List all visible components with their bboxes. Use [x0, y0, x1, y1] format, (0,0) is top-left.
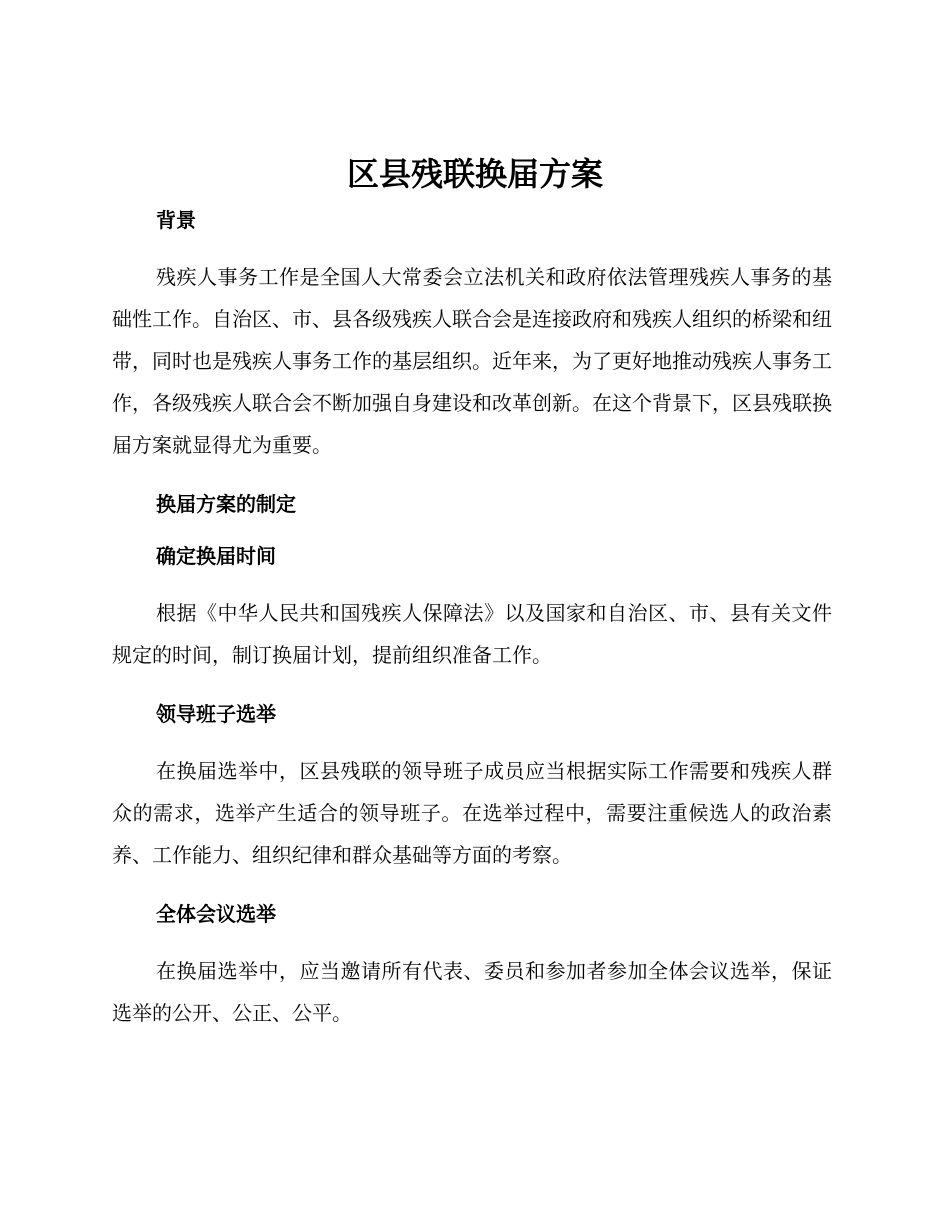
section-plenary-election — [112, 898, 832, 1034]
section-background — [112, 204, 832, 488]
document-title: 区县残联换届方案 — [346, 155, 603, 193]
section-heading: 背景 — [156, 208, 196, 232]
section-election-time — [112, 540, 832, 698]
section-heading: 换届方案的制定 — [156, 492, 296, 516]
section-paragraph: 残疾人事务工作是全国人大常委会立法机关和政府依法管理残疾人事务的基础性工作。自治区、市、县各级残疾人联合会是连接政府和残疾人组织的桥梁和纽带，同时也是残疾人事务工作的基层组织。近年来，为了更好地推动残疾人事务工作，各级残疾人联合会不断加强自身建设和改革创新。在这个背景下，区县残联换届方案就显得尤为重要。 — [112, 265, 832, 457]
section-heading: 全体会议选举 — [156, 902, 276, 926]
document-body — [112, 204, 832, 1034]
section-plan-formulation — [112, 488, 832, 540]
section-heading: 领导班子选举 — [156, 702, 276, 726]
section-paragraph: 在换届选举中，区县残联的领导班子成员应当根据实际工作需要和残疾人群众的需求，选举产生适合的领导班子。在选举过程中，需要注重候选人的政治素养、工作能力、组织纪律和群众基础等方面的考察。 — [112, 759, 832, 867]
section-leadership-election — [112, 698, 832, 898]
section-heading: 确定换届时间 — [156, 544, 276, 568]
section-paragraph: 在换届选举中，应当邀请所有代表、委员和参加者参加全体会议选举，保证选举的公开、公正、公平。 — [112, 959, 832, 1025]
section-paragraph: 根据《中华人民共和国残疾人保障法》以及国家和自治区、市、县有关文件规定的时间，制订换届计划，提前组织准备工作。 — [112, 601, 832, 667]
